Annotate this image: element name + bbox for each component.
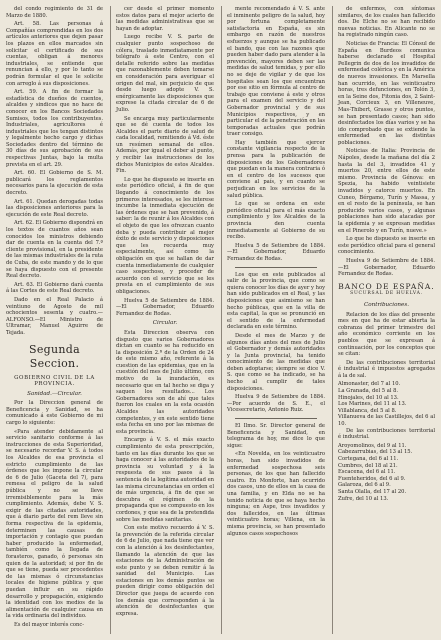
paragraph: Art. 59. A fin de formar la estadística de dueños de cuentos, alcaldes y sindicos que no hace de conocer en los Bancos Sociedades Sumisos, todos los contribuyentes. Industriales, agricultores é industriales que los tengan distintos y legalmente hecho cargo y dichas Sociedades dentro del término de 30 días de sus aprobación de sus respectivas Juntas, bajo la multa prevista en el art. 29. [6, 89, 103, 168]
column-1 [0, 0, 109, 640]
list-item: Cumbres, del 18 al 21. [338, 462, 398, 469]
italic-heading: Circular. [152, 320, 178, 327]
sub-heading: GOBIERNO CIVIL DE LA PROVINCIA. [14, 374, 95, 388]
italic-heading: Contribuciones. [364, 301, 409, 308]
paragraph: Art. 63. El Gobierno dará cuenta á las Cortes de este Real decreto. [6, 281, 103, 295]
paragraph: Luego recibe V. S. parte de cualquier punto sospechoso de cólera, traslado inmediatamente por telégrafo á este Centro, con el detalle referido sobre las medidas que razonablemente deben tomarse en consideración para averiguar el origen del mal, sin perjuicio de que desde luego adopte V. S. enérgicamente las disposiciones que exprese la citada circular de 6 de Julio. [116, 34, 214, 113]
paragraph: El Ilmo. Sr. Director general de Beneficencia y Sanidad, en telegrama de hoy, me dice lo que sigue: [227, 423, 325, 449]
list-item: Fuenteheridos, del 6 al 9. [338, 475, 406, 482]
paragraph: Art. 58. Las personas á Compañías comprendidas en los dos artículos anteriores que dejen pasar los plazos en ellos marcados sin solicitar el certificado de sus cuentas, obligan á menores industriales, se entiende que renuncian á ello, y por lo tanto se podrán formular el que le solicite con arreglo á sus disposiciones. [6, 21, 103, 87]
column-4 [332, 0, 441, 640]
paragraph: Hay también que ejercer constante vigilancia respecto de la prensa para la publicación de disposiciones de los Gobernadores que puedan en la manera contraria ó en el centro de los sucesos que conviene al país, y en cuanto se perjudican en los servicios de la salud pública. [227, 139, 325, 199]
list-item: Aroyomolinos, del 9 al 11. [338, 442, 407, 449]
section-heading: Segunda Seccion. [29, 342, 80, 370]
paragraph: mente recomendado á V. S. ante el inminente peligro de la salud, hoy por fortuna completamente satisfactoria en España, es sin embargo en razón de nuestros esfuerzos y aunque se ha publicado el bando, que con las razones que pueden haber dado para atender á la prevención, mayores deben ser las medidas de salud temidas, y por ello no se deje de vigilar y de que los hospitales sean los que encuentran por ese sitio en fórmula al centro de trabajo que conviene á este y otros para el examen del servicio y del Gobernador provincial y de sus Municipios respectivos, y en particular el de la penetración en las temporadas actuales que podrán traer consigo. [227, 6, 325, 138]
paragraph: Huelva 9 de Setiembre de 1884.—Por acuerdo de S. E., el Vicesecretario, Antonio Ruiz. [227, 394, 325, 414]
paragraph: Se encarga muy particularmente que se dé cuenta de todos los Alcaldes el parte diario de salud de cada localidad, remitiendo á Vd. éste un resúmen semanal de ellos. Además, por igual el deber al punto, y recibir las instrucciones de los dichos Municipios de estos Alcaldes. Fin. [116, 115, 214, 175]
paragraph: cer desde el primer momento estos datos para el mejor acierto de las medidas administrativas que se hayan de adoptar. [116, 6, 214, 32]
bank-subheading: SUCURSAL DE HUELVA. [350, 291, 423, 297]
paragraph: Relacion de los días del presente mes en que ha de estar abierta la cobranza del primer trimestre del año económico corriente en los pueblos que se expresan á continuación, por los conceptos que se citan: [338, 311, 435, 358]
paragraph: Dado en el Real Palacio á veintiuno de Agosto de mil ochocientos sesenta y cuatro.—ALFONSO.—El Ministro de Ultramar, Manuel Aguirre de Tejada. [6, 296, 103, 336]
list-item: Almonaster, del 7 al 10. [338, 381, 401, 388]
paragraph: Esta Direccion observa con disgusto que varios Gobernadores dictan en cuanto se ha reducido en la disposición 2.ª de la Orden de 24 de este mismo año, referente á la cuestion de las epidemias, que en la cuestión del mes de Julio último, con motivo de la inundación, es necesario que en tal hecho se diga y saquen los resultados... Los Gobernadores son de ahí que tales fueron los cuales en la esta ocasión Alcaldes las autoridades competentes, y en este sentido tiene esta fecha en uno por las mismas de esta provincia. [116, 329, 214, 435]
paragraph: Es del mayor interés conc- [14, 621, 85, 628]
list-item: La Granada, del 5 al 8. [338, 388, 399, 395]
section-divider [235, 267, 317, 268]
paragraph: «Para atender debidamente al servicio sanitario conforme á las instrucciones de esta Superioridad, se necesario recordar V. S. á todos los Alcaldes de esa provincia el estricto cumplimiento de las órdenes que les impone la circular de 6 de Julio (Gaceta del 7), para remesa el peligro de la salud pública y no se lleve irremisiblemente para la más cumplimiento. Además, debe V. S. exigir de las citadas autoridades, que á diario parte del rem lleve sin forma respectiva de la epidemia, determinen las causas de importación y contagio que puedan haber producido la enfermedad, también como la llegada de forasteros, ganado, ó personas sin quien de la autoridad; si por fin de que se tiene, pueda ser procedentes de las mismas ó circunstancias locales de higiene pública y que puedan influir en su rápido desarrollo y propagación, exigiendo la identidad con los medios de la alimentación de cualquier causa en la vida ordinaria del individuo. [6, 428, 103, 620]
list-item: Zufre, del 10 al 13. [338, 495, 389, 502]
column-3 [221, 0, 331, 640]
paragraph: De las contribuciones territorial é industrial é impuestos agregados á la de sal. [338, 359, 435, 379]
paragraph: Lo que he dispuesto se inserte en este periódico oficial, á fin de que llegando á conocimiento de los primeros interesados, se les interese incumbe la inmediata ejecución de las órdenes que se han prevenido, á saber: la de reunir á los Alcaldes con el objeto de que les ofrezcan cuanto deba y pueda contribuir al mejor éxito de este servicio y disposiciones que les recuerda muy especialmente, así como la obligación en que se hallan de dar cuenta inmediatamente de cualquier caso sospechoso, y proceder de acuerdo con el servicio que se les presta en el cumplimiento de sus obligaciones. [116, 176, 214, 295]
paragraph: Huelva 5 de Setiembre de 1884.—El Gobernador, Eduardo Fernandez de Rodas. [116, 297, 214, 317]
paragraph: Art. 60. El Gobierno de S. M. publicará los reglamentos necesarios para la ejecución de esta decreto. [6, 170, 103, 197]
paragraph: Por la Direccion general de Beneficencia y Sanidad, se ha comunicado á este Gobierno de mi cargo lo siguiente: [6, 400, 103, 427]
paragraph: Art. 61. Quedan derogadas todas las disposiciones anteriores para la ejecución de este Real decreto. [6, 198, 103, 218]
italic-heading: Sanidad.—Circular. [27, 390, 82, 397]
section-divider [235, 418, 317, 419]
paragraph: Noticias de Francia: El Cónsul de España en Burdeos comunica haberse declarado el Hospital Pellegrin de dos de los invadidos de enfermedad colérica y en la América de nuevos invasiones. En Marsella han ocurrido, en las veinticuatro horas, tres defunciones, en Tolón 3, en la Seine dos, Fitonia dos, 2 Saint-Jean, Corcieux 3, en Villeneuve, Mas-Thibert, Grasse y otros puntos, se han presentado casos; han sido desinfectados los días varios y se ha ido comprobado que se extiende la enfermedad en las distintas poblaciones. [338, 40, 435, 146]
list-item: Escacena, del 6 al 11. [338, 469, 396, 476]
paragraph: Noticias de Italia: Provincia de Nápoles, desde la mañana del día 2 hasta la del 3, invadidos 41 y muertos 20, entre ellos de este mismo. Provincia de Génova: en Spezia, ha habido veintisiete invadidos y catorce muertos. En Cuneo, Bérgamo, Turín y Massa, y en el resto de la península, se han producido varios casos, y algunas poblaciones han sido atacadas por la epidemia y se expresan medidas en el Pinerolo y en Turín, nueve.» [338, 148, 435, 234]
paragraph: Art. 62. El Gobierno dispondrá en los textos de cuantos años sean conocidos los ministros debiendo dar de cuenta en la cuenta del 7.º cliente provisional, en la presidente de las mismas industriales de la ruta de Cuba, de este mando y de lo que se haya dispuesto con el presente Real decreto. [6, 220, 103, 280]
paragraph: «En Novelda, en los veinticuatro horas, han sido invadidos de enfermedad sospechosa seis personas, de los que han fallecido cuatro. En Monforte, han ocurrido dos casos, uno de ellos en la casa de una familia, y en Elda no se ha tenido noticia de que se haya hecho ninguna; en Aspe, tres invadidos y dos fallecidos, en las últimas veinticuatro horas; Villena, en la misma provincia, se han presentado algunos casos sospechosos [227, 451, 325, 537]
paragraph: Encargo á V. S. el más exacto cumplimiento de esta prescripción, tanto en las días durante los que se haga conocer á las autoridades de la provincia su voluntad y á la respuesta de sus pasos á la sentencia de la legítima autoridad en las misma circunstancias en orden el de más urgencia, á fin de que se descubra el régimen de la propaganda que se compuesto en los cordones, y que sea de la pretendida sobre las medidas sanitarias. [116, 437, 215, 523]
list-item: Galaroza, del 6 al 9. [338, 482, 391, 489]
list-item: Cabezarrubias, del 13 al 15. [338, 449, 413, 456]
list-item: Los Marines, del 11 al 13. [338, 401, 407, 408]
paragraph: Lo que he dispuesto se inserte en este periódico oficial para el general conocimiento. [338, 236, 435, 256]
paragraph: Huelva 9 de Setiembre de 1884.—El Gobernador, Eduardo Fernandez de Rodas. [338, 257, 435, 278]
paragraph: del condo regimiento de 31 de Marzo de 1880. [6, 6, 103, 19]
list-item: Villanueva de las Castillejos, del 6 al 10. [338, 414, 435, 428]
paragraph: Con este motivo recuerdo á V. S. la prevención de la referida circular de 6 de Julio, que nada tiene que ver con la atención á los desinfectantes, llamando la atención de que las estaciones de la Administración de este punto y se deben remitir á la sanidad del Municipio. Las estaciones en los demás puntos se pueden dirigir como obligación del Director que juega de acuerdo con los demás que corresponden á la atención de desinfectantes que expresa. [116, 525, 214, 617]
paragraph: de enfermos, con síntomas similares, de los cuales han fallecido dos. De Elche no se han recibido nuevas noticias. En Alicante no se ha registrado ningún caso. [338, 6, 435, 39]
paragraph: Desde el mes de Marzo y de algunos días antes del mes de Julio el Gobernador y demás autoridades y la Junta provincial, ha tenido conocimiento de las medidas que deben adoptarse; siempre se dice V. S. que como se ha indicado, se ha hecho al cumplir de tales disposiciones. [227, 332, 325, 392]
list-item: Hinojales, del 10 al 13. [338, 394, 399, 401]
paragraph: Huelva 5 de Setiembre de 1884.—El Gobernador, Eduardo Fernandez de Rodas. [227, 242, 325, 262]
list-item: Villablanca, del 5 al 8. [338, 407, 397, 414]
list-item: Santa Olalla, del 17 al 20. [338, 488, 407, 495]
column-2 [110, 0, 220, 640]
paragraph: Los que en este publicados al salir de la provincia, que como se quiera conocer los días de ayer y hoy han sido publicados en el Real, y las disposiciones que asimismo se han hecho públicas, que en la villa de esta capital, la que se pronunció en el sentido de la enfermedad declarada en este término. [227, 271, 325, 331]
paragraph: De las contribuciones territorial é industrial. [338, 427, 435, 441]
list-item: Cortegana, del 6 al 11. [338, 456, 399, 462]
bank-heading: BANCO DE ESPAÑA. [338, 281, 435, 291]
paragraph: Lo que se ordena en este periódico oficial para el más exacto cumplimiento y los Alcaldes de la provincia den cuenta inmediatamente al Gobierno de su recibo. [227, 201, 325, 241]
